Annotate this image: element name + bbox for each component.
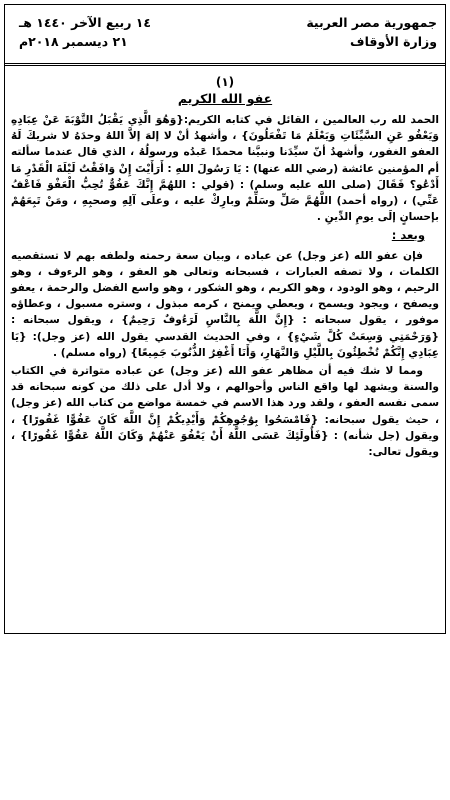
page-header bbox=[5, 5, 445, 66]
gregorian-date: ٢١ ديسمبر ٢٠١٨م bbox=[19, 34, 128, 49]
paragraph-forgiveness: فإن عفو الله (عز وجل) عن عباده ، وبيان سعة رحمته ولطفه بهم لا تستقصيه الكلمات ، ولا تصفه العبارات ، فسبحانه وتعالى هو العفو ، وهو الرءوف ، وهو الرحيم ، وهو الودود ، وهو الكريم ، وهو الشكور ، وهو واسع الفضل والرحمة ، يعفو ويصفح ، ويجود ويسمح ، ويعطي ويمنح ، كرمه مبذول ، وستره مسبول ، وعطاؤه موفور ، يقول سبحانه : {إِنَّ اللَّهَ بِالنَّاسِ لَرَءُوفٌ رَحِيمٌ} ، ويقول سبحانه : {وَرَحْمَتِي وَسِعَتْ كُلَّ شَيْءٍ} ، وفي الحديث القدسي يقول الله (عز وجل): {يَا عِبَادِي إِنَّكُمْ تُخْطِئُونَ بِاللَّيْلِ وَالنَّهَارِ، وَأَنَا أَغْفِرُ الذُّنُوبَ جَمِيعًا} (رواه مسلم) . bbox=[11, 249, 439, 359]
sermon-number: (١) bbox=[215, 75, 235, 89]
date-block bbox=[19, 13, 151, 51]
intro-paragraph: الحمد لله رب العالمين ، القائل في كتابه الكريم:{وَهُوَ الَّذِي يَقْبَلُ التَّوْبَةَ عَنْ عِبَادِهِ وَيَعْفُو عَنِ السَّيِّئَاتِ وَيَعْلَمُ مَا تَفْعَلُونَ} ، وأشهدُ أنْ لا إلهَ إلاَّ اللهُ وحدَهُ لا شريكَ لَهُ العفو الغفور، وأشهدُ أنّ سيِّدَنا ونبيَّنا محمدًا عَبدُه ورسولُهُ ، الذي قال عندما سألته أم المؤمنين عائشة (رضي الله عنها) : يَا رَسُولَ اللهِ : أَرَأَيْتَ إِنْ وَافَقْتُ لَيْلَةَ الْقَدْرِ مَا أَدْعُو؟ فَقَالَ (صلى الله عليه وسلم) : (قولي : اللهُمَّ إِنَّكَ عَفُوٌّ تُحِبُّ الْعَفْوَ فَاعْفُ عَنِّي) ، (رواه أحمد) اللَّهُمَّ صَلِّ وسَلِّمْ وبارِكْ عليه ، وعلَى آلِهِ وصحبِهِ ، ومَنْ تَبِعَهُمْ بإحسانٍ إلَى يومِ الدِّينِ . bbox=[11, 114, 439, 224]
paragraph-manifestations: ومما لا شك فيه أن مظاهر عفو الله (عز وجل) عن عباده متواترة في الكتاب والسنة ويشهد لها واقع الناس وأحوالهم ، ولا أدل على ذلك من كونه سبحانه قد سمى نفسه العفو ، ولقد ورد هذا الاسم في خمسة مواضع من كتاب الله (عز وجل) ، حيث يقول سبحانه: {فَامْسَحُوا بِوُجُوهِكُمْ وَأَيْدِيكُمْ إِنَّ اللَّهَ كَانَ عَفُوًّا غَفُورًا} ، ويقول (جل شأنه) : {فَأُولَئِكَ عَسَى اللَّهُ أَنْ يَعْفُوَ عَنْهُمْ وَكَانَ اللَّهُ عَفُوًّا غَفُورًا} ، ويقول تعالى: bbox=[11, 365, 439, 459]
sermon-body bbox=[5, 108, 445, 460]
ministry-name: وزارة الأوقاف bbox=[350, 34, 437, 49]
issuer-block bbox=[306, 13, 437, 51]
country-name: جمهورية مصر العربية bbox=[306, 15, 437, 30]
sermon-title: عفو الله الكريم bbox=[177, 91, 273, 106]
sermon-page bbox=[4, 4, 446, 634]
hijri-date: ١٤ ربيع الآخر ١٤٤٠ هـ bbox=[19, 15, 152, 30]
section-heading: وبعد : bbox=[391, 228, 425, 243]
